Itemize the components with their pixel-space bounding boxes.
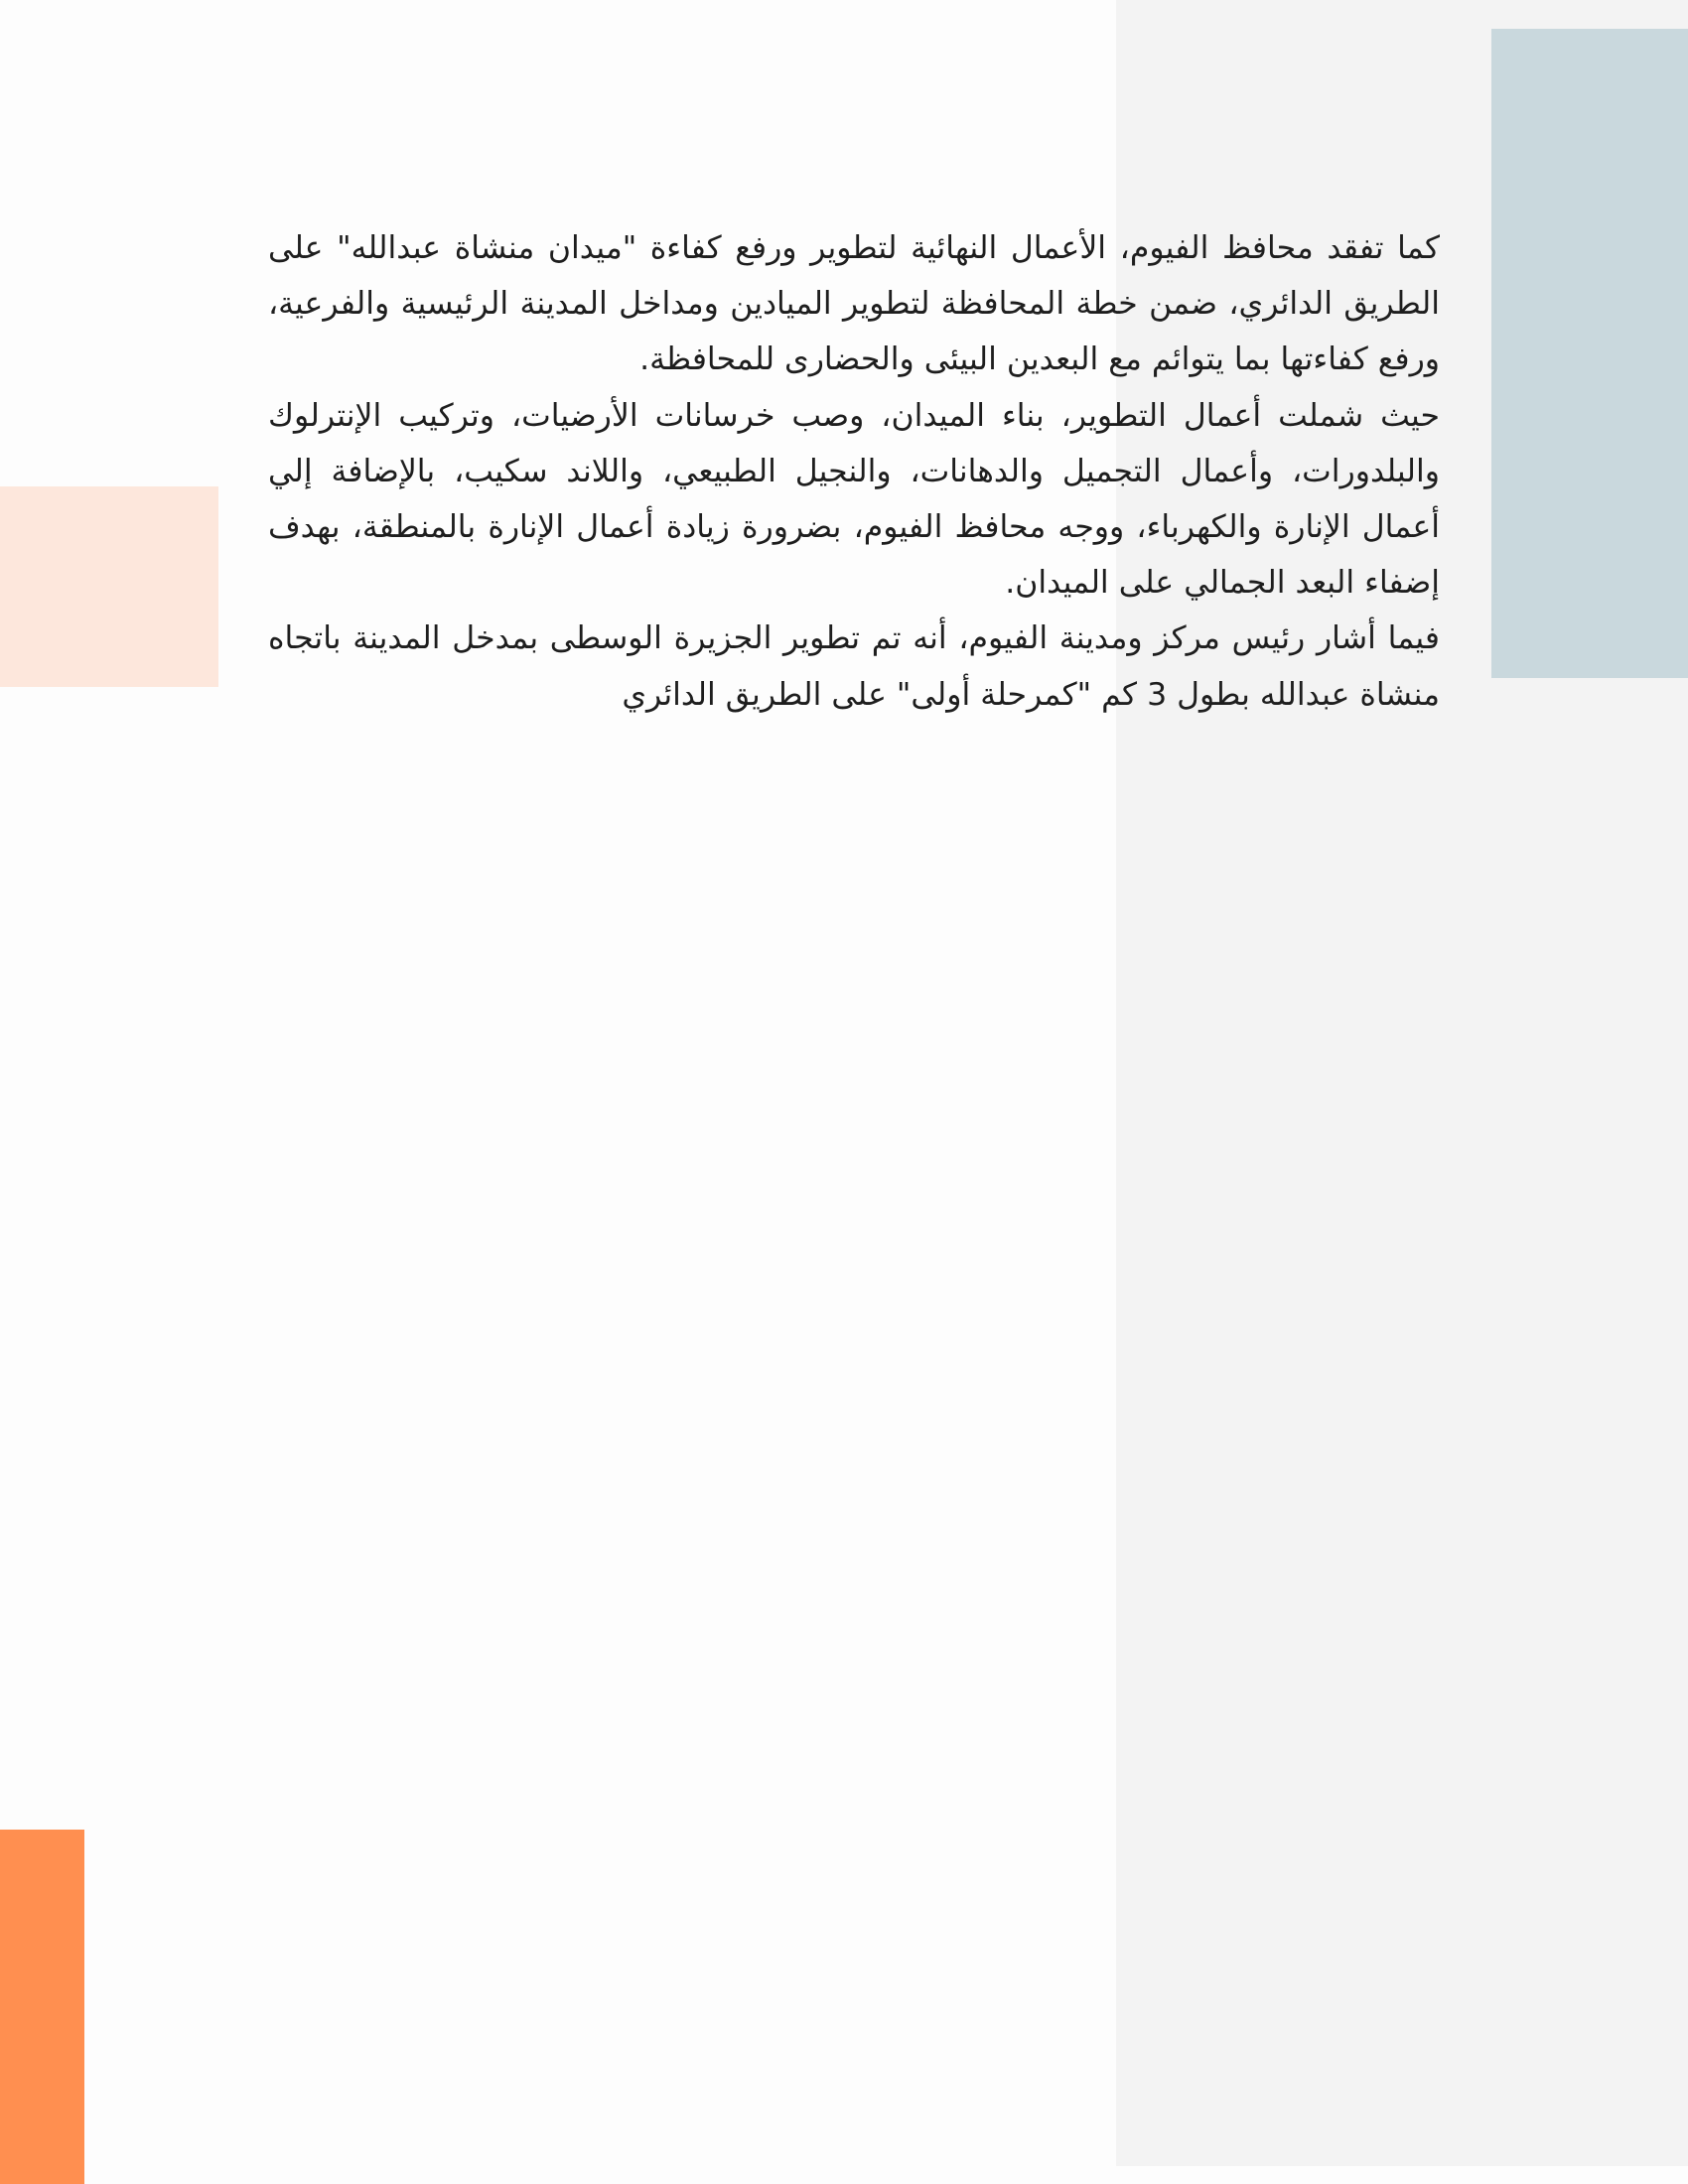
paragraph-inspection: كما تفقد محافظ الفيوم، الأعمال النهائية لتطوير ورفع كفاءة "ميدان منشاة عبدالله" على الطريق الدائري، ضمن خطة المحافظة لتطوير الميادين ومداخل المدينة الرئيسية والفرعية، ورفع كفاءتها بما يتوائم مع البعدين البيئى والحضارى للمحافظة. [268,230,1440,378]
article-body [268,220,1440,723]
paragraph-works: حيث شملت أعمال التطوير، بناء الميدان، وصب خرسانات الأرضيات، وتركيب الإنترلوك والبلدورات، وأعمال التجميل والدهانات، والنجيل الطبيعي، واللاند سكيب، بالإضافة إلي أعمال الإنارة والكهرباء، ووجه محافظ الفيوم، بضرورة زيادة أعمال الإنارة بالمنطقة، بهدف إضفاء البعد الجمالي على الميدان. [268,397,1440,602]
decorative-peach-block [0,486,218,687]
decorative-orange-block [0,1830,84,2184]
paragraph-island: فيما أشار رئيس مركز ومدينة الفيوم، أنه تم تطوير الجزيرة الوسطى بمدخل المدينة باتجاه منشاة عبدالله بطول 3 كم "كمرحلة أولى" على الطريق الدائري [268,620,1440,713]
decorative-blue-block [1491,29,1688,678]
